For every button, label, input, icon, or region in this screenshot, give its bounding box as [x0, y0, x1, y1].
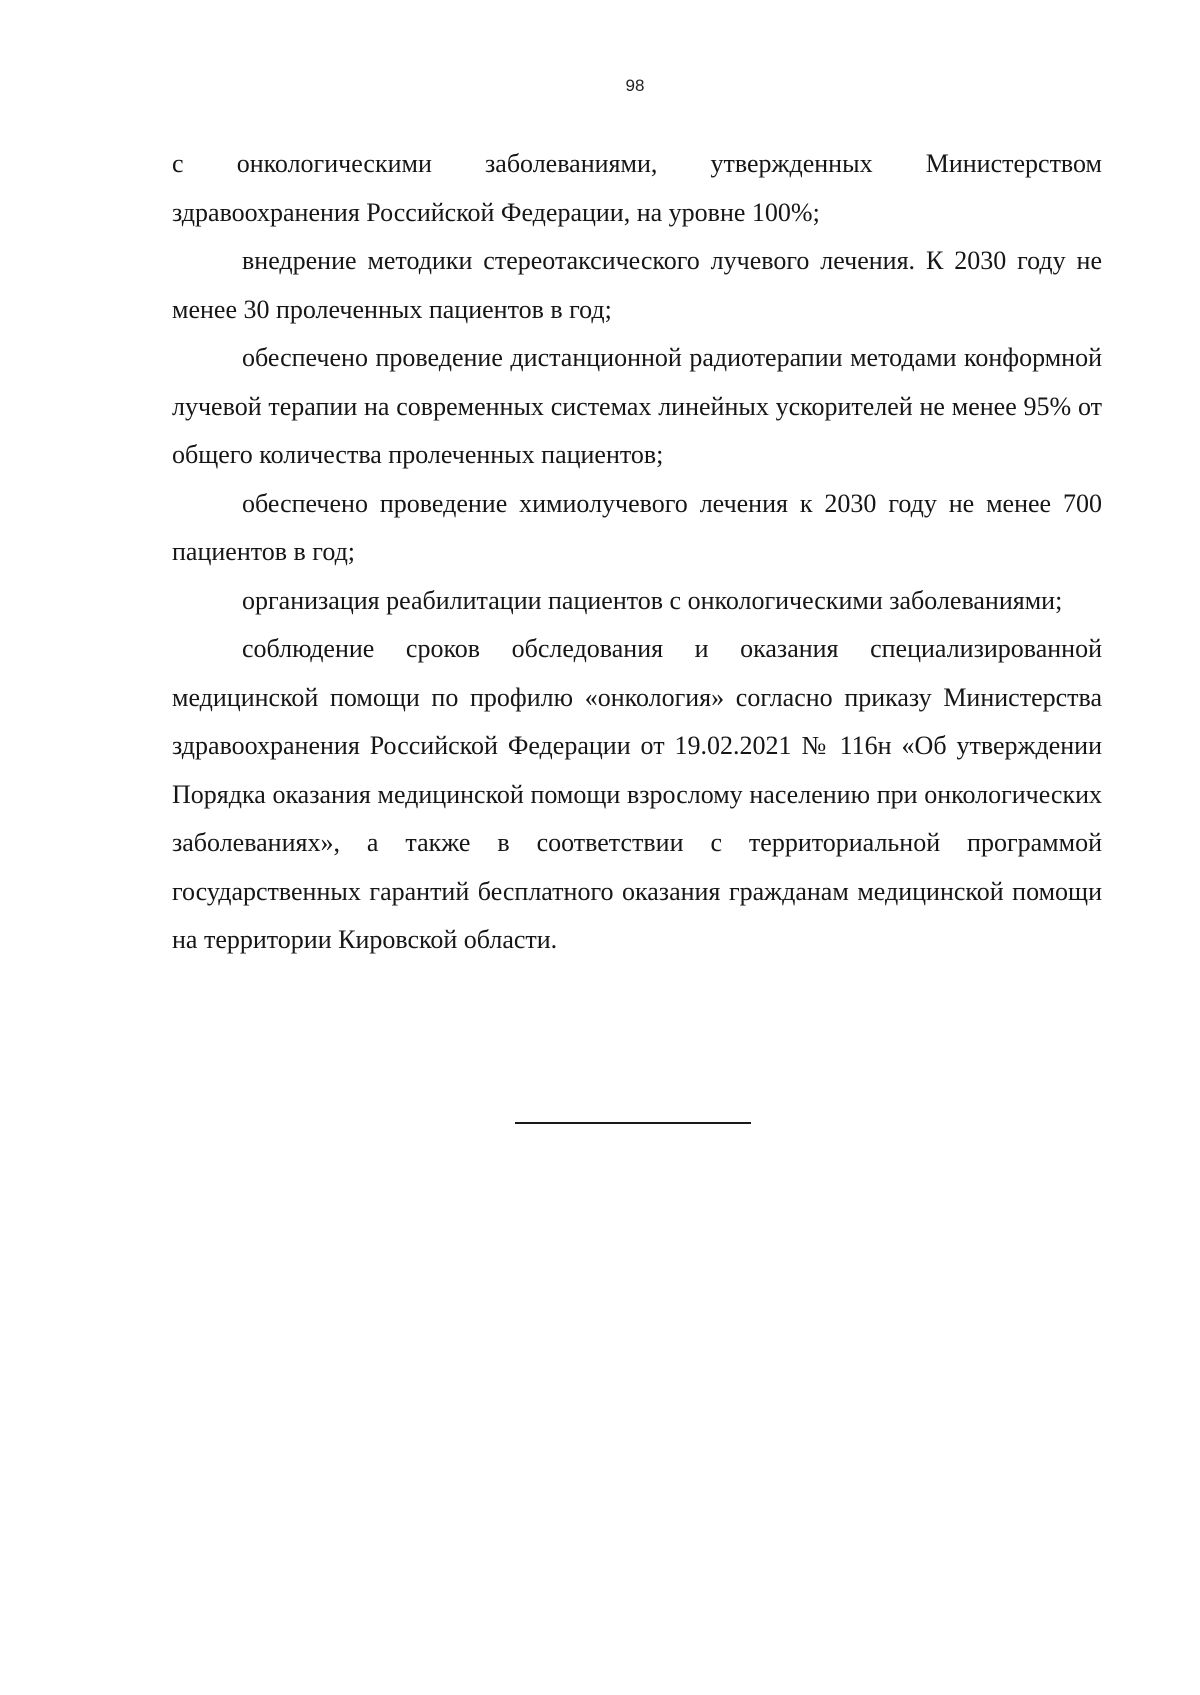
document-body [172, 140, 1102, 965]
paragraph-stereotactic-treatment: внедрение методики стереотаксического лучевого лечения. К 2030 году не менее 30 пролеченных пациентов в год; [172, 246, 1102, 324]
paragraph-chemoradiation: обеспечено проведение химиолучевого лечения к 2030 году не менее 700 пациентов в год; [172, 488, 1102, 566]
paragraph-continuation: с онкологическими заболеваниями, утвержденных Министерством здравоохранения Российской Федерации, на уровне 100%; [172, 149, 1102, 227]
closing-rule-divider [515, 1122, 751, 1124]
paragraph-remote-radiotherapy: обеспечено проведение дистанционной радиотерапии методами конформной лучевой терапии на современных системах линейных ускорителей не менее 95% от общего количества пролеченных пациентов; [172, 343, 1102, 469]
paragraph-examination-deadlines: соблюдение сроков обследования и оказания специализированной медицинской помощи по профилю «онкология» согласно приказу Министерства здравоохранения Российской Федерации от 19.02.2021 № 116н «Об утверждении Порядка оказания медицинской помощи взрослому населению при онкологических заболеваниях», а также в соответствии с территориальной программой государственных гарантий бесплатного оказания гражданам медицинской помощи на территории Кировской области. [172, 634, 1102, 954]
paragraph-rehabilitation: организация реабилитации пациентов с онкологическими заболеваниями; [242, 585, 1063, 615]
page-number: 98 [625, 76, 645, 95]
